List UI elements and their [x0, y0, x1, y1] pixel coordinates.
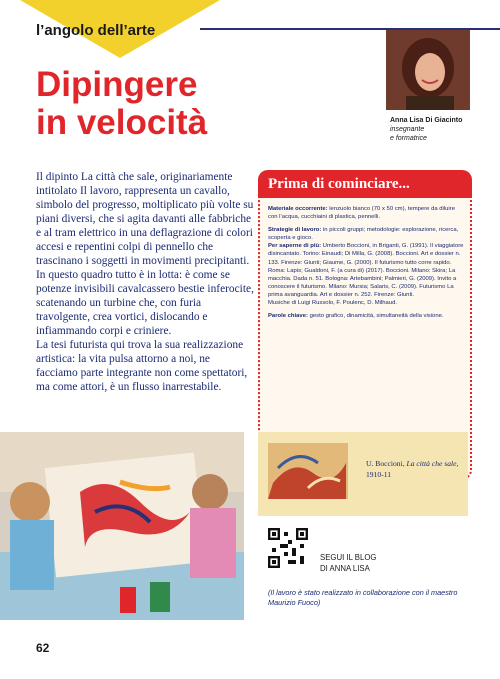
title-line-1: Dipingere	[36, 65, 198, 104]
body-paragraph: La tesi futurista qui trova la sua realizzazione artistica: la vita pulsa attorno a noi, ne facciamo parte integrante non come spettatori, ma come attori, è un flusso inarrestabile.	[36, 339, 248, 393]
boccioni-painting-image	[268, 443, 348, 499]
blog-line-2: DI ANNA LISA	[320, 564, 370, 573]
body-paragraph: In questo quadro tutto è in lotta: è come se potenze invisibili cavalcassero bestie inferocite, scatenando un turbine che, con furia travolgente, crea vortici, dislocando e infiammando corpi e criniere.	[36, 269, 254, 337]
blog-line-1: SEGUI IL BLOG	[320, 553, 377, 562]
qr-code[interactable]	[268, 528, 308, 568]
page-title	[36, 66, 207, 142]
author-credit	[390, 116, 462, 143]
collaboration-note: (Il lavoro è stato realizzato in collaborazione con il maestro Maurizio Fuoco)	[268, 588, 458, 607]
more-text: Umberto Boccioni, in Briganti, G. (1991). Il viaggiatore disincantato. Torino: Einaudi; Di Milla, G. (2008). Boccioni. Art e dossier n. 133. Firenze: Giunti; Giaume, G. (2000). Il futurismo tutto corre rapido. Roma: Lapis; Gualdoni, F. (a cura di) (2017). Boccioni. Milano: Skira; La macchia. Dada n. 51. Bologna: Artebambini; Palmieri, G. (2009). Invito a conoscere il futurismo. Milano: Mursia; Salaris, C. (2009). Futurismo La prima avanguardia. Art e dossier n. 252. Firenze: Giunti.	[268, 243, 464, 298]
strategy-label: Strategie di lavoro:	[268, 227, 322, 234]
caption-title: La città che sale,	[406, 459, 459, 468]
music-text: Musiche di Luigi Russolo, F. Poulenc, D. Milhaud.	[268, 300, 398, 307]
keywords-label: Parole chiave:	[268, 313, 308, 320]
blog-link[interactable]	[320, 552, 376, 574]
page-number: 62	[36, 641, 50, 655]
body-paragraph: Il dipinto La città che sale, originariamente intitolato Il lavoro, rappresenta un cavallo, simbolo del progresso, moltiplicato più volte su piani diversi, che si agita davanti alle fabbriche e al tram elettrico in una deflagrazione di colori accesi e repentini colpi di pennello che trascinano i soggetti in movimenti precipitanti.	[36, 171, 254, 267]
keywords-text: gesto grafico, dinamicità, simultaneità della visione.	[309, 313, 444, 320]
info-box-title: Prima di cominciare...	[268, 176, 410, 192]
author-name: Anna Lisa Di Giacinto	[390, 117, 463, 124]
author-role-1: insegnante	[390, 126, 425, 133]
children-painting-photo	[0, 432, 244, 620]
info-box-content	[268, 205, 464, 325]
caption-author: U. Boccioni,	[366, 459, 405, 468]
author-portrait	[386, 30, 470, 110]
materials-label: Materiale occorrente:	[268, 206, 328, 212]
strategy-text: in piccoli gruppi; metodologie: esplorazione, ricerca, scoperta e gioco.	[268, 227, 459, 242]
author-role-2: e formatrice	[390, 135, 427, 142]
caption-years: 1910-11	[366, 470, 392, 479]
article-body	[36, 170, 254, 394]
section-label: l’angolo dell’arte	[36, 22, 156, 39]
title-line-2: in velocità	[36, 103, 208, 142]
materials-text: lenzuolo bianco (70 x 50 cm), tempere da diluire con l’acqua, cucchiaini di plastica, pennelli.	[268, 206, 455, 221]
more-label: Per saperne di più:	[268, 243, 322, 250]
painting-caption	[366, 458, 466, 480]
